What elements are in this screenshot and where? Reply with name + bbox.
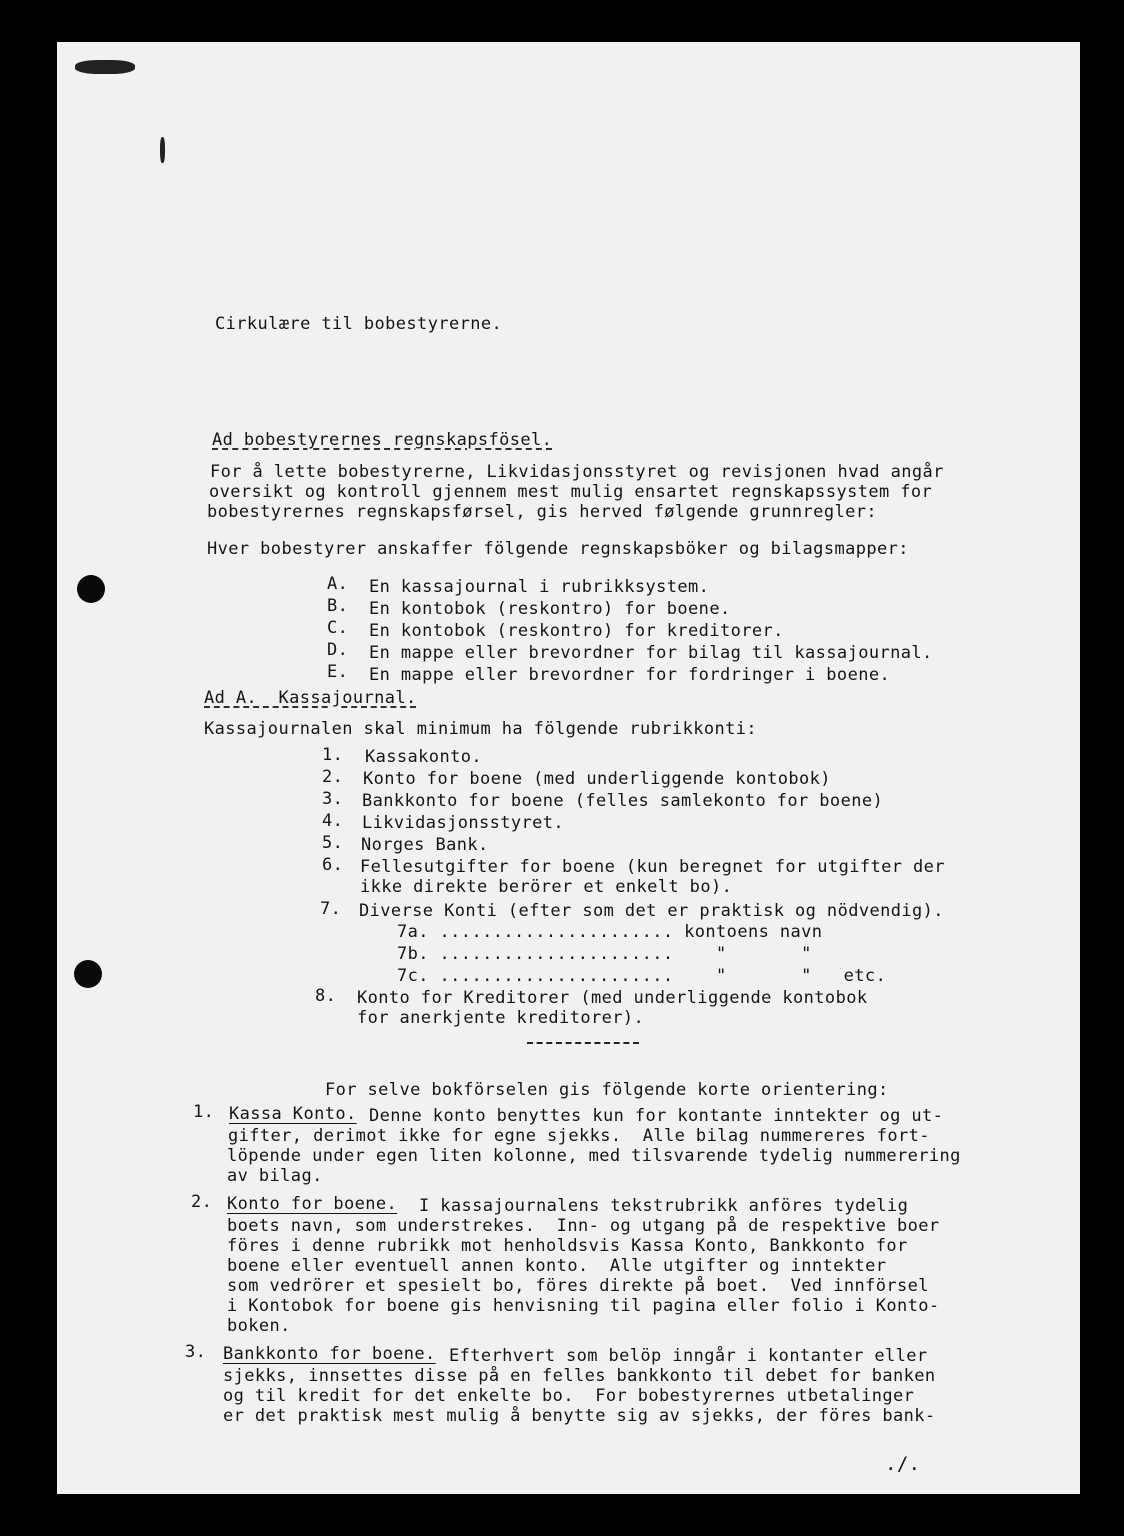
orientation-number: 2. bbox=[191, 1192, 213, 1212]
orientation-number: 1. bbox=[193, 1102, 215, 1122]
book-text: En kassajournal i rubrikksystem. bbox=[369, 577, 710, 597]
account-text: Fellesutgifter for boene (kun beregnet for utgifter der bbox=[360, 857, 945, 877]
orientation-lead: For selve bokförselen gis fölgende korte orientering: bbox=[325, 1080, 889, 1100]
account-number: 3. bbox=[322, 789, 344, 809]
account-number: 7. bbox=[320, 899, 342, 919]
section-a-lead: Kassajournalen skal minimum ha fölgende rubrikkonti: bbox=[204, 719, 758, 739]
book-letter: B. bbox=[327, 596, 349, 616]
orientation-text: i Kontobok for boene gis henvisning til pagina eller folio i Konto- bbox=[227, 1296, 940, 1316]
orientation-text: Efterhvert som belöp inngår i kontanter eller bbox=[449, 1346, 928, 1366]
punch-hole bbox=[77, 575, 105, 603]
orientation-text: boken. bbox=[227, 1316, 291, 1336]
book-text: En mappe eller brevordner for fordringer i boene. bbox=[369, 665, 891, 685]
orientation-text: I kassajournalens tekstrubrikk anföres tydelig bbox=[419, 1196, 909, 1216]
orientation-text: som vedrörer et spesielt bo, föres direkte på boet. Ved innförsel bbox=[227, 1276, 929, 1296]
account-text: Likvidasjonsstyret. bbox=[362, 813, 565, 833]
sub-account: 7c. ...................... " " etc. bbox=[397, 966, 887, 986]
punch-hole bbox=[74, 960, 102, 988]
orientation-text: boene eller eventuell annen konto. Alle utgifter og inntekter bbox=[227, 1256, 887, 1276]
orientation-text: föres i denne rubrikk mot henholdsvis Kassa Konto, Bankkonto for bbox=[227, 1236, 908, 1256]
intro-line: bobestyrernes regnskapsførsel, gis herved følgende grunnregler: bbox=[207, 502, 877, 522]
orientation-text: sjekks, innsettes disse på en felles bankkonto til debet for banken bbox=[223, 1366, 936, 1386]
account-number: 8. bbox=[315, 986, 337, 1006]
account-text: Norges Bank. bbox=[361, 835, 489, 855]
orientation-number: 3. bbox=[185, 1342, 207, 1362]
sub-account: 7b. ...................... " " bbox=[397, 944, 812, 964]
book-letter: A. bbox=[327, 574, 349, 594]
account-text: ikke direkte berörer et enkelt bo). bbox=[360, 877, 733, 897]
orientation-heading: Konto for boene. bbox=[227, 1194, 398, 1214]
document-page bbox=[57, 42, 1080, 1494]
orientation-heading: Bankkonto for boene. bbox=[223, 1344, 436, 1364]
page-continuation-mark: ./. bbox=[885, 1453, 921, 1475]
section-heading: Ad bobestyrernes regnskapsfösel. bbox=[212, 430, 553, 450]
account-text: for anerkjente kreditorer). bbox=[357, 1008, 645, 1028]
orientation-text: boets navn, som understrekes. Inn- og utgang på de respektive boer bbox=[227, 1216, 940, 1236]
account-text: Kassakonto. bbox=[365, 747, 482, 767]
section-a-heading: Ad A. Kassajournal. bbox=[204, 688, 417, 708]
orientation-text: er det praktisk mest mulig å benytte sig av sjekks, der föres bank- bbox=[223, 1406, 936, 1426]
book-letter: D. bbox=[327, 640, 349, 660]
account-text: Konto for Kreditorer (med underliggende kontobok bbox=[357, 988, 868, 1008]
intro-line: For å lette bobestyrerne, Likvidasjonsstyret og revisjonen hvad angår bbox=[210, 462, 944, 482]
account-text: Bankkonto for boene (felles samlekonto for boene) bbox=[362, 791, 884, 811]
separator-rule bbox=[527, 1042, 639, 1044]
account-number: 1. bbox=[322, 745, 344, 765]
book-text: En kontobok (reskontro) for boene. bbox=[369, 599, 731, 619]
sub-account: 7a. ...................... kontoens navn bbox=[397, 922, 823, 942]
scan-smudge bbox=[160, 137, 165, 163]
document-title: Cirkulære til bobestyrerne. bbox=[215, 314, 503, 334]
account-number: 2. bbox=[322, 767, 344, 787]
book-text: En kontobok (reskontro) for kreditorer. bbox=[369, 621, 784, 641]
book-letter: C. bbox=[327, 618, 349, 638]
account-number: 4. bbox=[322, 811, 344, 831]
book-letter: E. bbox=[327, 662, 349, 682]
account-number: 5. bbox=[322, 833, 344, 853]
account-text: Konto for boene (med underliggende kontobok) bbox=[363, 769, 831, 789]
account-text: Diverse Konti (efter som det er praktisk og nödvendig). bbox=[359, 901, 944, 921]
intro-line: oversikt og kontroll gjennem mest mulig ensartet regnskapssystem for bbox=[209, 482, 933, 502]
intro-line: Hver bobestyrer anskaffer fölgende regnskapsböker og bilagsmapper: bbox=[207, 539, 909, 559]
scan-smudge bbox=[75, 60, 135, 74]
orientation-text: löpende under egen liten kolonne, med tilsvarende tydelig nummerering bbox=[227, 1146, 961, 1166]
orientation-text: gifter, derimot ikke for egne sjekks. Alle bilag nummereres fort- bbox=[228, 1126, 930, 1146]
orientation-text: og til kredit for det enkelte bo. For bobestyrernes utbetalinger bbox=[223, 1386, 915, 1406]
orientation-text: Denne konto benyttes kun for kontante inntekter og ut- bbox=[369, 1106, 944, 1126]
account-number: 6. bbox=[322, 855, 344, 875]
book-text: En mappe eller brevordner for bilag til kassajournal. bbox=[369, 643, 933, 663]
orientation-text: av bilag. bbox=[227, 1166, 323, 1186]
orientation-heading: Kassa Konto. bbox=[229, 1104, 357, 1124]
